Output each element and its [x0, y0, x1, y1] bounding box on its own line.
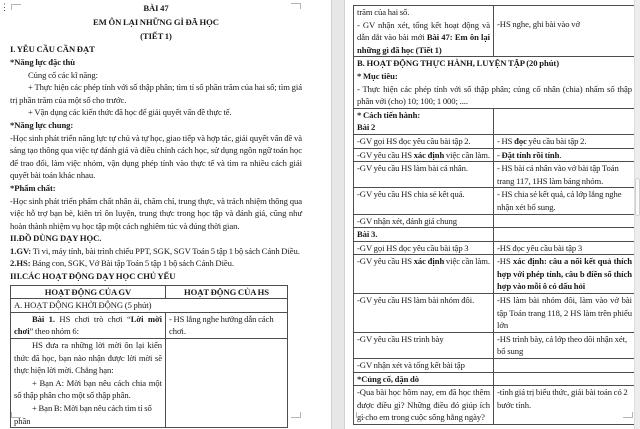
- table-row: [354, 359, 636, 373]
- margin-mark-top-left: [11, 4, 21, 10]
- hs-materials-line: [10, 257, 302, 270]
- gv-cell: -GV yêu cầu HS xác định việc cần làm.: [354, 255, 494, 294]
- gv-label: 1.GV:: [10, 245, 32, 256]
- section-b-row: [354, 57, 636, 108]
- hs-cell: - HS chia sẻ kết quả, cả lớp lắng nghe nhận xét bổ sung.: [494, 188, 636, 214]
- activities-table-right: [353, 5, 636, 425]
- left-page-content: [10, 2, 302, 428]
- hs-cell: [494, 359, 636, 373]
- cung-co-line: Củng cố các kĩ năng:: [28, 69, 98, 80]
- lesson-number-title: BÀI 47: [143, 3, 169, 13]
- gv-cell: -GV yêu cầu HS làm bài cá nhân.: [354, 162, 494, 188]
- table-row: [354, 214, 636, 228]
- gv-cell: -GV gọi HS đọc yêu cầu bài tập 3: [354, 241, 494, 255]
- skill-bullet-2: + Vận dụng các kiến thức đã học để giải quyết vấn đề thực tế.: [28, 107, 232, 118]
- table-row: [354, 332, 636, 358]
- hs-cell: -HS nghe, ghi bài vào vở: [494, 6, 636, 57]
- hs-cell: [494, 228, 636, 242]
- table-row: [354, 241, 636, 255]
- hs-cell: - HS đọc yêu cầu bài tập 2.: [494, 134, 636, 148]
- gv-cell: -GV gọi HS đọc yêu cầu bài tập 2.: [354, 134, 494, 148]
- gv-cell: * Cách tiến hành: Bài 2: [354, 108, 494, 134]
- margin-mark-bottom-left: [356, 412, 366, 418]
- gv-cell: -GV yêu cầu HS trình bày: [354, 332, 494, 358]
- header-hs-cell: HOẠT ĐỘNG CỦA HS: [166, 285, 288, 299]
- section-b-cell: B. HOẠT ĐỘNG THỰC HÀNH, LUYỆN TẬP (20 phút) * Mục tiêu: - Thực hiện các phép tính với số thập phân; củng cố nhân (chia) nhẩm số thập phân với (cho) 10; 100; 1 000; ....: [354, 57, 636, 108]
- section-3-heading: III.CÁC HOẠT ĐỘNG DẠY HỌC CHỦ YẾU: [10, 271, 176, 282]
- document-page-right: [344, 0, 635, 429]
- margin-mark-bottom-right: [623, 412, 633, 418]
- table-row: [354, 6, 636, 57]
- margin-mark-top-right: [291, 3, 301, 9]
- table-row: [11, 339, 288, 428]
- section-1-heading: I. YÊU CẦU CẦN ĐẠT: [10, 44, 95, 55]
- header-gv-cell: HOẠT ĐỘNG CỦA GV: [11, 285, 166, 299]
- nang-luc-dac-thu-heading: *Năng lực đặc thù: [10, 56, 75, 67]
- table-row: [354, 188, 636, 214]
- hs-cell: -tính giá trị biểu thức, giải bài toán có 2 bước tính.: [494, 386, 636, 425]
- table-row: [354, 294, 636, 333]
- table-row: [354, 228, 636, 242]
- gv-cell: trăm của hai số. - GV nhận xét, tổng kết hoạt động và dẫn dắt vào bài mới Bài 47: Em ôn lại những gì đã học (Tiết 1): [354, 6, 494, 57]
- section-a-row: [11, 299, 288, 313]
- gv-materials-line: [10, 245, 302, 258]
- table-row: [354, 372, 636, 386]
- table-row: [354, 162, 636, 188]
- margin-mark-bottom-left: [11, 412, 21, 418]
- gv-cell: -GV yêu cầu HS làm bài nhóm đôi.: [354, 294, 494, 333]
- pham-chat-heading: *Phẩm chất:: [10, 182, 56, 193]
- gv-cell: -GV nhận xét, đánh giá chung: [354, 214, 494, 228]
- hs-cell: -HS xác định: câu a nối kết quả thích hợp với phép tính, câu b điền số thích hợp vào mỗi ô có dấu hỏi: [494, 255, 636, 294]
- hs-cell: -HS trình bày, cả lớp theo dõi nhận xét, bổ sung: [494, 332, 636, 358]
- pham-chat-text: -Học sinh phát triển phẩm chất nhân ái, chăm chỉ, trung thực, và trách nhiệm thông qua việc hỗ trợ bạn bè, kiên trì ôn luyện, trung thực trong học tập và đánh giá, cũng như hoàn thành nhiệm vụ học tập một cách nghiêm túc và đúng thời gian.: [10, 195, 302, 231]
- table-row: [354, 148, 636, 162]
- hs-cell: - HS bài cá nhân vào vở bài tập Toán trang 117, 1HS làm bảng nhóm.: [494, 162, 636, 188]
- hs-cell: -HS làm bài nhóm đôi, làm vào vở bài tập Toán trang 118, 2 HS làm trên phiếu lớn: [494, 294, 636, 333]
- gv-cell: Bài 3.: [354, 228, 494, 242]
- hs-cell: [494, 372, 636, 386]
- table-row: [354, 255, 636, 294]
- right-page-content: [353, 3, 635, 425]
- hs-cell: [494, 214, 636, 228]
- nang-luc-chung-text: -Học sinh phát triển năng lực tự chủ và tự học, giao tiếp và hợp tác, giải quyết vấn đề và sáng tạo thông qua việc tự đánh giá và điều chỉnh cách học, sử dụng ngôn ngữ toán học để trao đổi, làm việc nhóm, vận dụng phép tính vào thực tế và tìm ra nhiều cách giải quyết bài toán khác nhau.: [10, 132, 302, 181]
- gv-cell: Bài 1. HS chơi trò chơi “Lời mời chơi” theo nhóm 6:: [11, 312, 166, 338]
- scrollbar-thumb[interactable]: [635, 178, 640, 216]
- paragraph-marker-icon: ⋮: [0, 3, 9, 13]
- table-row: [354, 134, 636, 148]
- gv-cell: -GV yêu cầu HS chia sẻ kết quả.: [354, 188, 494, 214]
- table-row: [11, 312, 288, 338]
- section-a-cell: A. HOẠT ĐỘNG KHỞI ĐỘNG (5 phút): [11, 299, 288, 313]
- hs-cell: - Đặt tính rồi tính.: [494, 148, 636, 162]
- hs-cell: [166, 339, 288, 428]
- hs-cell: [494, 108, 636, 134]
- margin-mark-bottom-right: [291, 412, 301, 418]
- gv-cell: HS đưa ra những lời mời ôn lại kiến thức đã học, bạn nào nhận được lời mời sẽ thực hiện lời mời. Chẳng hạn: + Bạn A: Mời bạn nêu cách chia một số thập phân cho một số thập phân. + Bạn B: Mời bạn nêu cách tìm tỉ số phần: [11, 339, 166, 428]
- table-header-row: [11, 285, 288, 299]
- lesson-title: EM ÔN LẠI NHỮNG GÌ ĐÃ HỌC: [93, 16, 219, 27]
- hs-label: 2.HS:: [10, 258, 31, 269]
- hs-text: Bảng con, SGK, Vở Bài tập Toán 5 tập 1 bộ sách Cánh Diều.: [30, 258, 235, 269]
- section-2-heading: II.ĐỒ DÙNG DẠY HỌC.: [10, 233, 102, 244]
- table-row: [354, 108, 636, 134]
- table-row: [354, 386, 636, 425]
- gv-cell: -Qua bài học hôm nay, em đã học thêm được điều gì? Những điều đó giúp ích gì cho em trong cuộc sống hằng ngày?: [354, 386, 494, 425]
- nang-luc-chung-heading: *Năng lực chung:: [10, 119, 74, 130]
- gv-text: Ti vi, máy tính, bài trình chiếu PPT, SGK, SGV Toán 5 tập 1 bộ sách Cánh Diều.: [31, 245, 300, 256]
- hs-cell: - HS lắng nghe hướng dẫn cách chơi.: [166, 312, 288, 338]
- skill-bullet-1: + Thực hiện các phép tính với số thập phân; tìm tỉ số phần trăm của hai số; tìm giá trị phần trăm của một số cho trước.: [10, 82, 302, 105]
- vertical-scrollbar[interactable]: [634, 0, 640, 429]
- gv-cell: -GV yêu cầu HS xác định việc cần làm.: [354, 148, 494, 162]
- gv-cell: *Củng cố, dặn dò: [354, 372, 494, 386]
- hs-cell: -HS đọc yêu cầu bài tập 3: [494, 241, 636, 255]
- lesson-period: (TIẾT 1): [140, 30, 172, 41]
- gv-cell: -GV nhận xét và tổng kết bài tập: [354, 359, 494, 373]
- activities-table-left: [10, 285, 288, 429]
